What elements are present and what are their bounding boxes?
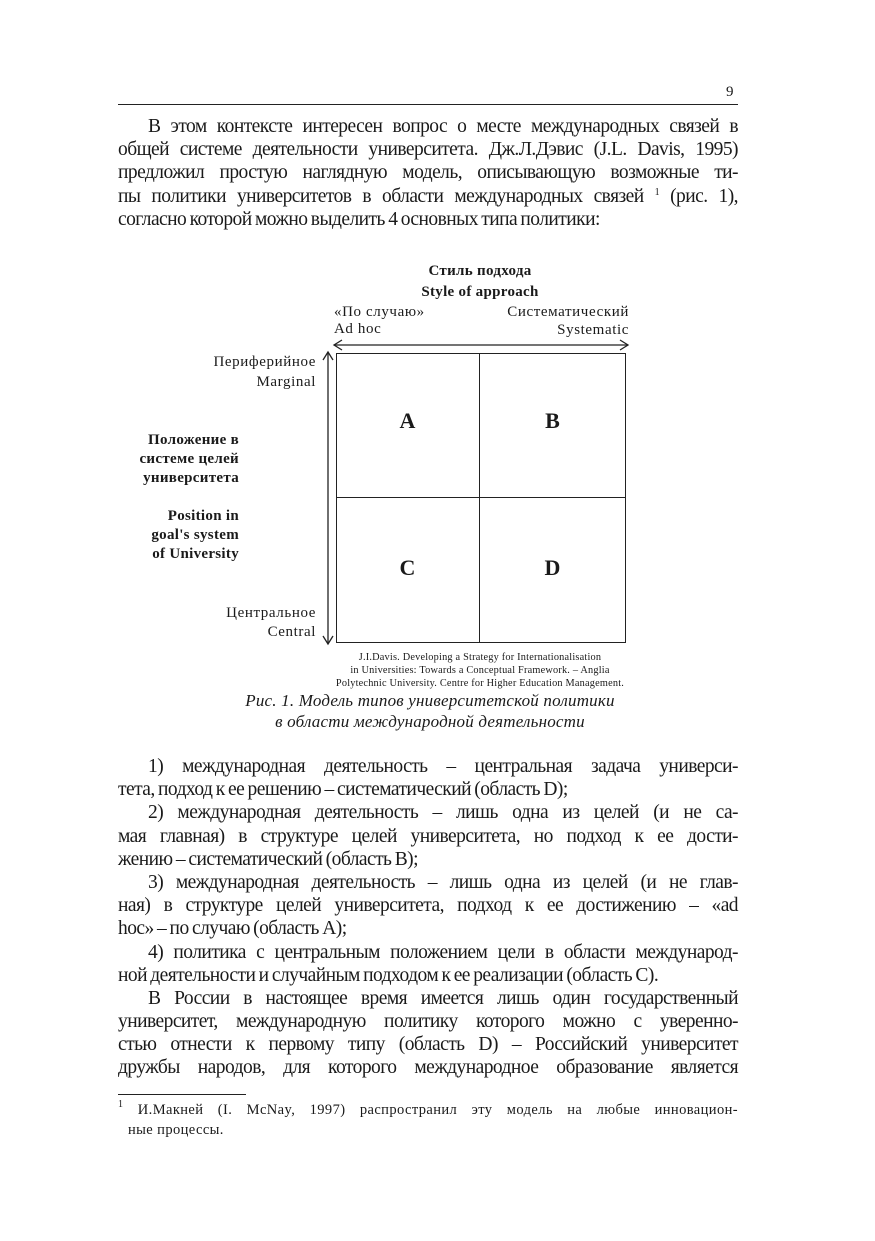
- footnote-rule: [118, 1094, 246, 1095]
- list-item-line: 4) политика с центральным положением цели в области международ-: [148, 941, 738, 963]
- quadrant-grid: [336, 353, 626, 643]
- top-axis-right-label-ru: Систематический: [507, 304, 629, 320]
- figure-source-line: Polytechnic University. Centre for Higher Education Management.: [335, 678, 625, 689]
- grid-vertical-divider: [479, 353, 480, 643]
- left-axis-bottom-label-en: Central: [267, 624, 316, 640]
- top-axis-right-label-en: Systematic: [557, 322, 629, 338]
- list-item-line: ной деятельности и случайным подходом к ее реализации (область C).: [118, 964, 659, 986]
- left-axis-title-ru-line: системе целей: [139, 451, 239, 467]
- list-item-line: мая главная) в структуре целей университета, но подход к ее дости-: [118, 825, 738, 847]
- quadrant-b: B: [545, 408, 560, 433]
- footnote-mark: 1: [118, 1099, 124, 1110]
- quadrant-a: A: [399, 408, 416, 433]
- left-axis-title-ru-line: университета: [143, 470, 239, 486]
- list-item-line: жению – систематический (область B);: [118, 848, 418, 870]
- figure-caption-line: Рис. 1. Модель типов университетской политики: [245, 691, 615, 710]
- text-line: предложил простую наглядную модель, описывающую возможные ти-: [118, 162, 738, 184]
- figure-source-line: J.I.Davis. Developing a Strategy for Internationalisation: [358, 652, 602, 663]
- text-fragment: пы политики университетов в области международных связей: [118, 185, 644, 207]
- list-item-line: 1) международная деятельность – центральная задача универси-: [148, 756, 738, 777]
- left-axis-title-en-line: goal's system: [151, 527, 239, 543]
- left-axis-title-ru: [80, 431, 239, 488]
- footnote-line: ные процессы.: [128, 1122, 224, 1138]
- list-item-line: ная) в структуре целей университета, подход к ее достижению – «ad: [118, 895, 738, 917]
- left-axis-title-en-line: Position in: [167, 508, 239, 524]
- left-axis-top-label-en: Marginal: [256, 374, 316, 390]
- list-item-line: hoc» – по случаю (область A);: [118, 918, 347, 940]
- body-text-line: университет, международную политику которого можно с уверенно-: [118, 1011, 738, 1033]
- footnote-line: [118, 1100, 738, 1120]
- body-text-line: дружбы народов, для которого международное образование является: [118, 1057, 738, 1079]
- text-line: В этом контексте интересен вопрос о месте международных связей в: [148, 116, 738, 137]
- left-axis-title-en-line: of University: [152, 546, 239, 562]
- figure-reference: (рис. 1),: [670, 185, 738, 207]
- left-axis-title-en: [80, 507, 239, 564]
- list-item-line: 2) международная деятельность – лишь одна из целей (и не са-: [148, 802, 738, 824]
- vertical-double-arrow-icon: [321, 348, 335, 648]
- policy-types-list: [118, 755, 738, 1080]
- top-axis-left-label-en: Ad hoc: [334, 321, 382, 337]
- footnote-text: И.Макней (I. McNay, 1997) распространил эту модель на любые инновацион-: [137, 1102, 738, 1118]
- quadrant-c: C: [399, 555, 416, 580]
- text-line: общей системе деятельности университета. Дж.Л.Дэвис (J.L. Davis, 1995): [118, 139, 738, 161]
- text-line: согласно которой можно выделить 4 основных типа политики:: [118, 208, 600, 230]
- top-axis-left-label-ru: «По случаю»: [334, 304, 425, 320]
- top-axis-title-en: Style of approach: [421, 284, 539, 300]
- footnote-reference[interactable]: 1: [654, 186, 660, 198]
- figure-caption-line: в области международной деятельности: [275, 712, 585, 731]
- horizontal-double-arrow-icon: [330, 338, 632, 352]
- body-text-line: стью отнести к первому типу (область D) – Российский университет: [118, 1034, 738, 1056]
- grid-horizontal-divider: [336, 497, 626, 498]
- quadrant-d: D: [544, 555, 561, 580]
- left-axis-top-label-ru: Периферийное: [213, 354, 316, 370]
- left-axis-bottom-label-ru: Центральное: [226, 605, 316, 621]
- footnote: [118, 1100, 738, 1140]
- top-axis-title-ru: Стиль подхода: [428, 263, 532, 279]
- list-item-line: тета, подход к ее решению – систематический (область D);: [118, 779, 568, 801]
- body-text-line: В России в настоящее время имеется лишь один государственный: [148, 987, 738, 1009]
- page-number: 9: [726, 84, 734, 100]
- left-axis-title-ru-line: Положение в: [148, 432, 239, 448]
- list-item-line: 3) международная деятельность – лишь одна из целей (и не глав-: [148, 871, 738, 893]
- figure-source-line: in Universities: Towards a Conceptual Framework. – Anglia: [350, 665, 610, 676]
